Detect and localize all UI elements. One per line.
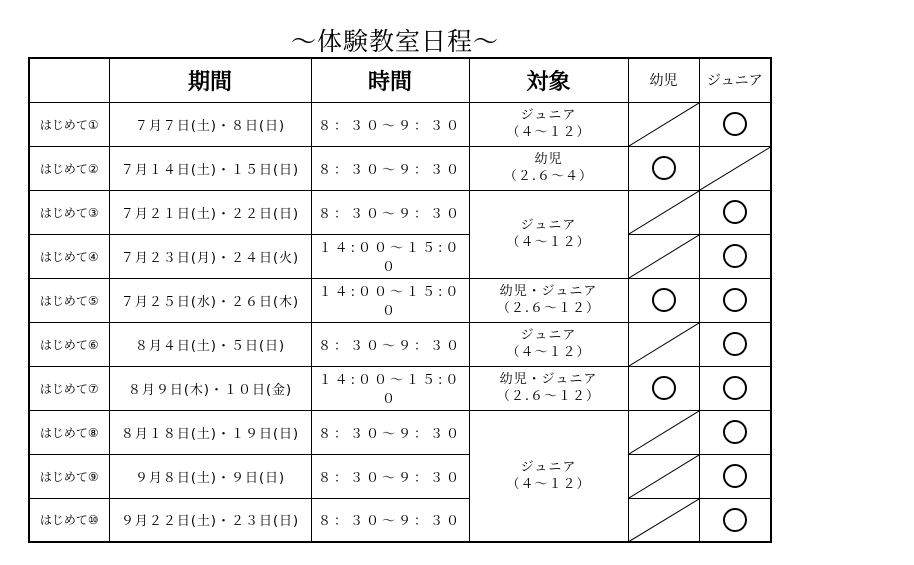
circle-mark-icon xyxy=(723,376,747,400)
target-line: ジュニア xyxy=(520,328,577,343)
target-line: （４～１２） xyxy=(506,125,591,140)
schedule-table xyxy=(28,57,772,543)
diagonal-slash-icon xyxy=(629,191,699,234)
diagonal-slash-icon xyxy=(629,103,699,146)
row-time: １４:００～１５:００ xyxy=(311,234,469,278)
table-row xyxy=(29,278,771,322)
header-row xyxy=(29,58,771,102)
row-time: ８：３０～９：３０ xyxy=(311,498,469,542)
row-junior-mark xyxy=(699,190,771,234)
table-row xyxy=(29,234,771,278)
row-junior-mark xyxy=(699,366,771,410)
row-kids-mark xyxy=(628,102,699,146)
schedule-body xyxy=(29,102,771,542)
row-period: ８月４日(土)・５日(日) xyxy=(109,322,311,366)
target-line: 幼児 xyxy=(534,152,563,167)
row-junior-mark xyxy=(699,410,771,454)
row-kids-mark xyxy=(628,278,699,322)
target-line: ジュニア xyxy=(520,108,577,123)
row-time: ８：３０～９：３０ xyxy=(311,102,469,146)
row-period: ８月９日(木)・１０日(金) xyxy=(109,366,311,410)
row-junior-mark xyxy=(699,278,771,322)
target-line: 幼児・ジュニア xyxy=(499,284,598,299)
row-kids-mark xyxy=(628,190,699,234)
row-target xyxy=(469,278,628,322)
header-time: 時間 xyxy=(311,58,469,102)
row-label: はじめて⑤ xyxy=(29,278,109,322)
row-label: はじめて③ xyxy=(29,190,109,234)
row-time: ８：３０～９：３０ xyxy=(311,410,469,454)
row-junior-mark xyxy=(699,102,771,146)
circle-mark-icon xyxy=(723,200,747,224)
row-time: １４:００～１５:００ xyxy=(311,366,469,410)
row-label: はじめて⑥ xyxy=(29,322,109,366)
circle-mark-icon xyxy=(723,332,747,356)
row-period: ７月２５日(水)・２６日(木) xyxy=(109,278,311,322)
header-kids: 幼児 xyxy=(628,58,699,102)
diagonal-slash-icon xyxy=(629,323,699,366)
row-period: ７月７日(土)・８日(日) xyxy=(109,102,311,146)
circle-mark-icon xyxy=(723,288,747,312)
row-label: はじめて⑦ xyxy=(29,366,109,410)
row-junior-mark xyxy=(699,146,771,190)
circle-mark-icon xyxy=(652,376,676,400)
diagonal-slash-icon xyxy=(629,499,699,542)
row-kids-mark xyxy=(628,498,699,542)
target-line: ジュニア xyxy=(520,218,577,233)
circle-mark-icon xyxy=(723,244,747,268)
row-junior-mark xyxy=(699,234,771,278)
diagonal-slash-icon xyxy=(700,147,771,190)
target-line: ジュニア xyxy=(520,459,577,475)
table-row xyxy=(29,498,771,542)
row-time: ８：３０～９：３０ xyxy=(311,322,469,366)
diagonal-slash-icon xyxy=(629,455,699,498)
row-target xyxy=(469,146,628,190)
row-period: ８月１８日(土)・１９日(日) xyxy=(109,410,311,454)
target-line: （４～１２） xyxy=(506,476,591,492)
header-junior: ジュニア xyxy=(699,58,771,102)
row-time: ８：３０～９：３０ xyxy=(311,190,469,234)
diagonal-slash-icon xyxy=(629,411,699,454)
row-period: ９月２２日(土)・２３日(日) xyxy=(109,498,311,542)
row-period: ７月１４日(土)・１５日(日) xyxy=(109,146,311,190)
header-target: 対象 xyxy=(469,58,628,102)
circle-mark-icon xyxy=(652,156,676,180)
header-label xyxy=(29,58,109,102)
circle-mark-icon xyxy=(652,288,676,312)
row-label: はじめて④ xyxy=(29,234,109,278)
row-time: １４:００～１５:００ xyxy=(311,278,469,322)
target-line: （４～１２） xyxy=(506,235,591,250)
row-period: ９月８日(土)・９日(日) xyxy=(109,454,311,498)
row-kids-mark xyxy=(628,366,699,410)
circle-mark-icon xyxy=(723,420,747,444)
row-label: はじめて① xyxy=(29,102,109,146)
row-time: ８：３０～９：３０ xyxy=(311,146,469,190)
row-period: ７月２３日(月)・２４日(火) xyxy=(109,234,311,278)
circle-mark-icon xyxy=(723,508,747,532)
row-target xyxy=(469,190,628,278)
row-label: はじめて⑩ xyxy=(29,498,109,542)
target-line: （４～１２） xyxy=(506,345,591,360)
row-kids-mark xyxy=(628,454,699,498)
circle-mark-icon xyxy=(723,112,747,136)
target-line: （２.６～４） xyxy=(503,169,594,184)
row-label: はじめて⑧ xyxy=(29,410,109,454)
row-junior-mark xyxy=(699,322,771,366)
row-kids-mark xyxy=(628,322,699,366)
row-label: はじめて② xyxy=(29,146,109,190)
row-kids-mark xyxy=(628,410,699,454)
table-row xyxy=(29,102,771,146)
row-target xyxy=(469,366,628,410)
target-line: （２.６～１２） xyxy=(496,389,601,404)
row-junior-mark xyxy=(699,498,771,542)
row-target xyxy=(469,322,628,366)
row-kids-mark xyxy=(628,146,699,190)
circle-mark-icon xyxy=(723,464,747,488)
row-time: ８：３０～９：３０ xyxy=(311,454,469,498)
row-label: はじめて⑨ xyxy=(29,454,109,498)
diagonal-slash-icon xyxy=(629,235,699,278)
target-line: （２.６～１２） xyxy=(496,301,601,316)
row-junior-mark xyxy=(699,454,771,498)
target-line: 幼児・ジュニア xyxy=(499,372,598,387)
table-row xyxy=(29,322,771,366)
table-row xyxy=(29,190,771,234)
table-row xyxy=(29,454,771,498)
row-period: ７月２１日(土)・２２日(日) xyxy=(109,190,311,234)
row-target xyxy=(469,102,628,146)
row-kids-mark xyxy=(628,234,699,278)
page-title: ～体験教室日程～ xyxy=(290,27,499,56)
table-row xyxy=(29,366,771,410)
table-row xyxy=(29,410,771,454)
table-row xyxy=(29,146,771,190)
row-target xyxy=(469,410,628,542)
header-period: 期間 xyxy=(109,58,311,102)
